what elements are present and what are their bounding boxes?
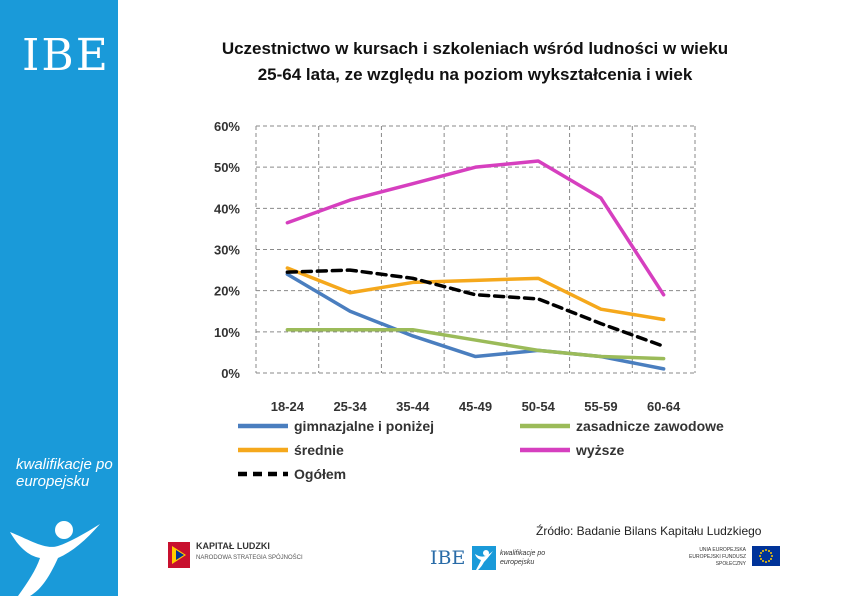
y-tick-label: 60% (213, 119, 240, 134)
y-tick-label: 40% (213, 201, 240, 217)
line-chart (180, 108, 770, 498)
series-line-2 (287, 268, 663, 319)
y-tick-label: 0% (221, 366, 240, 381)
x-tick-label: 55-59 (584, 399, 618, 414)
legend-label-1: zasadnicze zawodowe (576, 418, 724, 434)
figure-small-icon (472, 546, 496, 570)
legend-label-0: gimnazjalne i poniżej (294, 418, 435, 434)
legend-label-4: Ogółem (294, 466, 347, 482)
source-note: Źródło: Badanie Bilans Kapitału Ludzkiego (536, 524, 762, 538)
eu-flag-icon (752, 546, 780, 566)
kpe-footer-text: kwalifikacje po europejsku (500, 550, 546, 566)
y-tick-label: 10% (213, 324, 240, 340)
chart-title-line1: Uczestnictwo w kursach i szkoleniach wśród ludności w wieku (221, 39, 729, 58)
chart-title-line2: 25-64 lata, ze względu na poziom wykształcenia i wiek (257, 65, 693, 84)
x-tick-label: 50-54 (521, 399, 555, 414)
x-tick-label: 45-49 (458, 399, 493, 414)
x-tick-label: 60-64 (647, 399, 681, 414)
kapital-ludzki-text: KAPITAŁ LUDZKI (196, 541, 270, 551)
series-line-1 (287, 330, 663, 359)
ibe-logo: IBE (22, 30, 110, 81)
y-tick-label: 50% (213, 160, 240, 176)
brand-sidebar (0, 0, 118, 596)
legend-label-3: wyższe (576, 442, 625, 458)
series-line-3 (287, 161, 663, 295)
figure-logo-icon (0, 510, 118, 596)
x-tick-label: 18-24 (270, 399, 304, 414)
eu-text: UNIA EUROPEJSKA EUROPEJSKI FUNDUSZ SPOŁECZNY (689, 547, 746, 567)
tagline: kwalifikacje po europejsku (16, 456, 113, 490)
y-tick-label: 20% (213, 283, 240, 299)
kapital-ludzki-subtext: NARODOWA STRATEGIA SPÓJNOŚCI (196, 555, 303, 561)
y-tick-label: 30% (213, 242, 240, 258)
ibe-footer-logo: IBE (430, 547, 466, 569)
x-tick-label: 25-34 (333, 399, 367, 414)
legend-label-2: średnie (294, 442, 344, 458)
x-tick-label: 35-44 (396, 399, 430, 414)
chart-title (150, 36, 800, 88)
